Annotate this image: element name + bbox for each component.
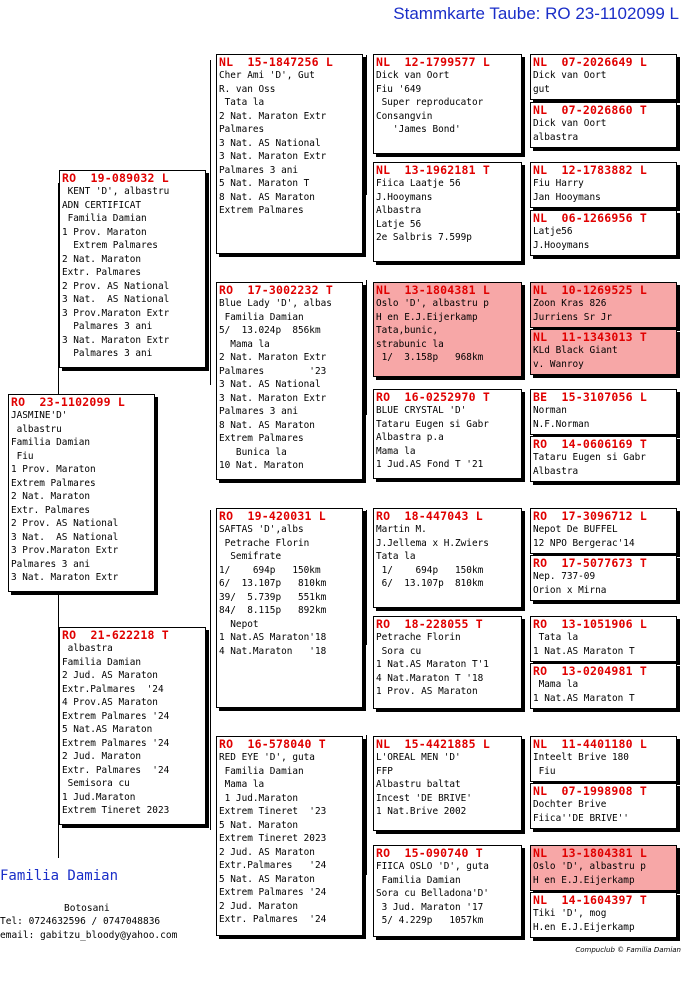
pedigree-line: 2 Nat. Maraton	[62, 253, 142, 265]
pedigree-line: 2 Nat. Maraton Extr	[219, 352, 327, 363]
ring-number: NL 13-1962181 T	[376, 163, 490, 177]
pedigree-card-g5-6[interactable]	[530, 329, 677, 375]
pedigree-line: Fiica''DE BRIVE''	[533, 812, 629, 824]
pedigree-line: 1 Nat.AS Maraton T	[533, 692, 635, 704]
pedigree-line: Bunica la	[219, 446, 287, 458]
pedigree-card-g5-9[interactable]	[530, 508, 677, 554]
pedigree-line: Cher Ami 'D', Gut	[219, 70, 315, 81]
ring-number: RO 16-578040 T	[219, 737, 326, 751]
breeder-email: email: gabitzu_bloody@yahoo.com	[0, 930, 178, 941]
pedigree-line: FIICA OSLO 'D', guta	[376, 861, 489, 872]
ring-number: NL 15-1847256 L	[219, 55, 333, 69]
pedigree-card-g5-15[interactable]	[530, 845, 677, 891]
pedigree-line: Tata la	[376, 551, 416, 562]
pedigree-card-g5-14[interactable]	[530, 783, 677, 829]
ring-number: NL 06-1266956 T	[533, 211, 647, 225]
pedigree-line: Fiica Laatje 56	[376, 178, 461, 189]
pedigree-line: Jan Hooymans	[533, 191, 601, 203]
pedigree-line: Fiu Harry	[533, 178, 584, 189]
ring-number: NL 07-1998908 T	[533, 784, 647, 798]
ring-number: NL 15-4421885 L	[376, 737, 490, 751]
pedigree-line: 2 Jud. AS Maraton	[62, 670, 158, 681]
pedigree-line: Mama la	[533, 679, 579, 690]
pedigree-card-sds[interactable]	[373, 282, 522, 377]
pedigree-line: J.Jellema x H.Zwiers	[376, 537, 489, 549]
pedigree-line: Familia Damian	[376, 874, 461, 886]
pedigree-line: Palmares 3 ani	[62, 348, 153, 359]
pedigree-line: Fiu	[11, 450, 34, 462]
pedigree-line: 8 Nat. AS Maraton	[219, 419, 315, 431]
pedigree-line: Dick van Oort	[376, 70, 450, 81]
pedigree-line: Extrem Tineret 2023	[219, 833, 327, 844]
pedigree-line: 3 Jud. Maraton '17	[376, 901, 484, 913]
pedigree-line: Albastru baltat	[376, 779, 461, 790]
pedigree-card-g5-1[interactable]	[530, 54, 677, 100]
pedigree-line: 10 Nat. Maraton	[219, 460, 304, 471]
ring-number: RO 19-089032 L	[62, 171, 169, 185]
pedigree-line: SAFTAS 'D',albs	[219, 524, 304, 535]
pedigree-line: albastra	[62, 643, 113, 654]
ring-number: RO 21-622218 T	[62, 628, 169, 642]
pedigree-line: 1 Jud.Maraton	[62, 791, 136, 803]
pedigree-line: Tiki 'D', mog	[533, 908, 607, 919]
pedigree-line: 2 Jud. Maraton	[219, 900, 299, 912]
connector-line	[366, 55, 367, 195]
pedigree-card-dds[interactable]	[373, 736, 522, 831]
pedigree-line: 6/ 13.107p 810km	[376, 578, 484, 589]
pedigree-card-g5-5[interactable]	[530, 282, 677, 328]
pedigree-line: 5 Nat. Maraton	[219, 819, 299, 831]
pedigree-line: Super reproducator	[376, 97, 484, 108]
pedigree-line: 2 Jud. Maraton	[62, 751, 142, 762]
pedigree-line: Semifrate	[219, 551, 282, 562]
pedigree-line: Extrem Palmares	[219, 205, 304, 216]
pedigree-line: Dick van Oort	[533, 118, 607, 129]
pedigree-line: Extrem Palmares	[11, 477, 96, 489]
pedigree-line: Extr. Palmares	[11, 504, 91, 516]
pedigree-card-sire-dam[interactable]	[216, 282, 363, 480]
pedigree-line: 5 Nat.AS Maraton	[62, 724, 153, 735]
pedigree-line: Palmares 3 ani	[62, 321, 153, 332]
pedigree-line: Mama la	[376, 445, 416, 457]
page-title: Stammkarte Taube: RO 23-1102099 L	[393, 4, 679, 23]
pedigree-line: Fiu	[533, 765, 556, 777]
ring-number: RO 13-0204981 T	[533, 664, 647, 678]
pedigree-line: Orion x Mirna	[533, 584, 607, 596]
pedigree-line: Sora cu Belladona'D'	[376, 888, 489, 899]
pedigree-line: Palmares 3 ani	[11, 558, 91, 570]
pedigree-line: Latje 56	[376, 218, 422, 230]
pedigree-line: 3 Nat. Maraton Extr	[219, 151, 327, 162]
pedigree-line: 1/ 694p 150km	[219, 564, 321, 576]
pedigree-line: albastru	[11, 423, 62, 435]
pedigree-line: 2 Nat. Maraton	[11, 491, 91, 502]
ring-number: RO 18-447043 L	[376, 509, 483, 523]
ring-number: NL 13-1804381 L	[376, 283, 490, 297]
pedigree-line: 1 Jud.Maraton	[219, 792, 299, 804]
ring-number: RO 16-0252970 T	[376, 390, 490, 404]
pedigree-line: Mama la	[219, 338, 270, 350]
pedigree-card-sdd[interactable]	[373, 389, 522, 479]
ring-number: RO 23-1102099 L	[11, 395, 125, 409]
pedigree-line: 3 Nat. Maraton Extr	[219, 392, 327, 404]
pedigree-line: 39/ 5.739p 551km	[219, 591, 327, 603]
pedigree-line: Albastra	[376, 205, 422, 216]
pedigree-line: R. van Oss	[219, 83, 276, 95]
pedigree-line: J.Hooymans	[376, 191, 433, 203]
pedigree-card-g5-16[interactable]	[530, 892, 677, 938]
pedigree-line: 2 Jud. AS Maraton	[219, 846, 315, 858]
pedigree-card-g5-3[interactable]	[530, 162, 677, 208]
pedigree-line: Tataru Eugen si Gabr	[376, 418, 489, 430]
ring-number: NL 12-1799577 L	[376, 55, 490, 69]
ring-number: RO 13-1051906 L	[533, 617, 647, 631]
pedigree-line: Palmares 3 ani	[219, 164, 299, 176]
pedigree-card-dsd[interactable]	[373, 616, 522, 709]
pedigree-line: albastra	[533, 131, 579, 143]
breeder-phone: Tel: 0724632596 / 0747048836	[0, 916, 161, 927]
pedigree-line: 1 Prov. AS Maraton	[376, 686, 478, 697]
pedigree-line: Palmares	[219, 124, 265, 135]
pedigree-line: L'OREAL MEN 'D'	[376, 752, 461, 763]
connector-line	[366, 280, 367, 415]
pedigree-line: Familia Damian	[62, 656, 142, 668]
ring-number: NL 13-1804381 L	[533, 846, 647, 860]
pedigree-line: 1 Nat.Brive 2002	[376, 806, 467, 817]
ring-number: BE 15-3107056 L	[533, 390, 647, 404]
pedigree-line: 84/ 8.115p 892km	[219, 605, 327, 616]
pedigree-line: 4 Nat.Maraton '18	[219, 645, 327, 657]
pedigree-line: Semisora cu	[62, 778, 130, 789]
connector-line	[366, 735, 367, 875]
pedigree-line: Extrem Palmares	[219, 433, 304, 444]
pedigree-card-g5-8[interactable]	[530, 436, 677, 482]
pedigree-line: Petrache Florin	[219, 537, 310, 549]
pedigree-line: 3 Nat. AS National	[219, 379, 321, 390]
pedigree-line: Nepot	[219, 618, 259, 630]
pedigree-line: 3 Nat. Maraton Extr	[62, 334, 170, 346]
pedigree-card-dss[interactable]	[373, 508, 522, 608]
pedigree-line: Extrem Palmares '24	[219, 887, 327, 898]
pedigree-line: Inteelt Brive 180	[533, 752, 629, 763]
pedigree-line: KLd Black Giant	[533, 345, 618, 356]
pedigree-line: JASMINE'D'	[11, 410, 68, 421]
ring-number: RO 19-420031 L	[219, 509, 326, 523]
pedigree-line: 3 Prov.Maraton Extr	[11, 545, 119, 556]
pedigree-line: 2 Prov. AS National	[11, 518, 119, 529]
pedigree-line: Extr. Palmares	[62, 267, 142, 278]
breeder-name: Familia Damian	[0, 868, 119, 884]
pedigree-line: Familia Damian	[219, 311, 304, 323]
pedigree-card-ssd[interactable]	[373, 162, 522, 262]
pedigree-line: strabunic la	[376, 338, 444, 350]
ring-number: RO 14-0606169 T	[533, 437, 647, 451]
pedigree-line: RED EYE 'D', guta	[219, 752, 315, 763]
pedigree-line: Tata la	[533, 632, 579, 643]
pedigree-line: N.F.Norman	[533, 418, 590, 430]
pedigree-line: 3 Nat. AS National	[219, 137, 321, 149]
ring-number: RO 17-3002232 T	[219, 283, 333, 297]
pedigree-line: Albastra	[533, 465, 579, 477]
breeder-city: Botosani	[64, 903, 110, 914]
pedigree-line: Palmares 3 ani	[219, 406, 299, 417]
pedigree-line: Zoon Kras 826	[533, 298, 607, 309]
pedigree-line: KENT 'D', albastru	[62, 186, 170, 197]
pedigree-line: Martin M.	[376, 524, 427, 535]
pedigree-line: Extr.Palmares '24	[62, 683, 164, 695]
pedigree-line: 1 Jud.AS Fond T '21	[376, 459, 484, 470]
pedigree-line: Tataru Eugen si Gabr	[533, 452, 646, 463]
pedigree-line: Mama la	[219, 779, 265, 790]
pedigree-line: 5/ 13.024p 856km	[219, 325, 321, 336]
pedigree-line: 8 Nat. AS Maraton	[219, 191, 315, 203]
pedigree-line: 2 Nat. Maraton Extr	[219, 110, 327, 122]
pedigree-line: 1/ 694p 150km	[376, 564, 484, 576]
ring-number: RO 15-090740 T	[376, 846, 483, 860]
pedigree-line: Extrem Tineret '23	[219, 806, 327, 817]
pedigree-line: gut	[533, 83, 550, 95]
pedigree-line: 5 Nat. AS Maraton	[219, 873, 315, 885]
pedigree-line: Extr. Palmares '24	[62, 764, 170, 776]
pedigree-line: Familia Damian	[62, 213, 147, 224]
pedigree-line: ADN CERTIFICAT	[62, 199, 142, 211]
pedigree-line: Oslo 'D', albastru p	[376, 298, 489, 309]
pedigree-line: Blue Lady 'D', albas	[219, 298, 332, 309]
pedigree-line: H en E.J.Eijerkamp	[533, 874, 635, 886]
pedigree-line: 2e Salbris 7.599p	[376, 232, 472, 243]
pedigree-line: 1/ 3.158p 968km	[376, 352, 484, 363]
ring-number: RO 18-228055 T	[376, 617, 483, 631]
pedigree-card-g5-13[interactable]	[530, 736, 677, 782]
pedigree-card-g5-11[interactable]	[530, 616, 677, 662]
pedigree-line: Nep. 737-09	[533, 571, 596, 582]
pedigree-line: Tata,bunic,	[376, 325, 439, 336]
pedigree-line: Norman	[533, 405, 567, 416]
pedigree-line: 1 Nat.AS Maraton'18	[219, 632, 327, 643]
pedigree-line: Extr. Palmares '24	[219, 914, 327, 925]
pedigree-card-subject[interactable]	[8, 394, 155, 592]
pedigree-line: 1 Prov. Maraton	[11, 464, 96, 475]
pedigree-line: Consangvin	[376, 110, 433, 122]
pedigree-line: 1 Prov. Maraton	[62, 226, 147, 238]
pedigree-line: Palmares '23	[219, 365, 327, 377]
pedigree-line: 2 Prov. AS National	[62, 280, 170, 292]
pedigree-line: Fiu '649	[376, 83, 422, 95]
pedigree-line: 4 Prov.AS Maraton	[62, 697, 158, 708]
pedigree-line: Oslo 'D', albastru p	[533, 861, 646, 872]
pedigree-line: 5/ 4.229p 1057km	[376, 915, 484, 926]
ring-number: NL 07-2026860 T	[533, 103, 647, 117]
pedigree-line: J.Hooymans	[533, 239, 590, 251]
pedigree-card-g5-12[interactable]	[530, 663, 677, 709]
pedigree-line: 'James Bond'	[376, 124, 461, 135]
pedigree-line: 1 Nat.AS Maraton T'1	[376, 659, 489, 670]
pedigree-card-sire[interactable]	[59, 170, 206, 368]
ring-number: NL 11-4401180 L	[533, 737, 647, 751]
pedigree-line: Extrem Palmares '24	[62, 710, 170, 722]
pedigree-card-sire-sire[interactable]	[216, 54, 363, 254]
pedigree-card-dam-dam[interactable]	[216, 736, 363, 936]
pedigree-line: Jurriens Sr Jr	[533, 311, 613, 323]
pedigree-line: H en E.J.Eijerkamp	[376, 311, 478, 323]
pedigree-line: 4 Nat.Maraton T '18	[376, 672, 484, 684]
pedigree-line: FFP	[376, 765, 393, 777]
ring-number: NL 10-1269525 L	[533, 283, 647, 297]
pedigree-line: Familia Damian	[219, 765, 304, 777]
pedigree-line: Extrem Palmares '24	[62, 737, 170, 749]
pedigree-line: Extr.Palmares '24	[219, 860, 327, 871]
pedigree-card-g5-2[interactable]	[530, 102, 677, 148]
pedigree-line: Extrem Tineret 2023	[62, 805, 170, 816]
connector-line	[366, 510, 367, 645]
connector-line	[210, 510, 211, 830]
pedigree-line: Latje56	[533, 226, 573, 237]
pedigree-card-g5-7[interactable]	[530, 389, 677, 435]
pedigree-line: 3 Prov.Maraton Extr	[62, 307, 170, 319]
ring-number: NL 12-1783882 L	[533, 163, 647, 177]
pedigree-line: Petrache Florin	[376, 632, 461, 643]
pedigree-line: 3 Nat. AS National	[11, 531, 119, 543]
pedigree-card-dam[interactable]	[59, 627, 206, 825]
pedigree-line: Dick van Oort	[533, 70, 607, 81]
ring-number: NL 07-2026649 L	[533, 55, 647, 69]
pedigree-line: Dochter Brive	[533, 799, 607, 810]
pedigree-line: 3 Nat. AS National	[62, 294, 170, 305]
pedigree-card-dam-sire[interactable]	[216, 508, 363, 708]
pedigree-line: Tata la	[219, 97, 265, 108]
ring-number: NL 11-1343013 T	[533, 330, 647, 344]
pedigree-line: BLUE CRYSTAL 'D'	[376, 405, 467, 416]
pedigree-line: 6/ 13.107p 810km	[219, 578, 327, 589]
software-credit: Compuclub © Familia Damian	[575, 946, 681, 954]
pedigree-line: Nepot De BUFFEL	[533, 524, 618, 535]
pedigree-line: 1 Nat.AS Maraton T	[533, 645, 635, 657]
pedigree-card-g5-4[interactable]	[530, 210, 677, 256]
pedigree-card-g5-10[interactable]	[530, 555, 677, 601]
pedigree-line: H.en E.J.Eijerkamp	[533, 921, 635, 933]
pedigree-line: Sora cu	[376, 645, 422, 657]
pedigree-line: 12 NPO Bergerac'14	[533, 537, 635, 549]
ring-number: RO 17-5077673 T	[533, 556, 647, 570]
pedigree-line: Extrem Palmares	[62, 240, 158, 251]
pedigree-line: Albastra p.a	[376, 432, 444, 443]
ring-number: RO 17-3096712 L	[533, 509, 647, 523]
pedigree-card-ddd[interactable]	[373, 845, 522, 937]
ring-number: NL 14-1604397 T	[533, 893, 647, 907]
connector-line	[210, 60, 211, 385]
pedigree-line: v. Wanroy	[533, 358, 584, 370]
pedigree-line: Incest 'DE BRIVE'	[376, 792, 472, 804]
pedigree-line: Familia Damian	[11, 437, 91, 448]
pedigree-line: 3 Nat. Maraton Extr	[11, 572, 119, 583]
pedigree-line: 5 Nat. Maraton T	[219, 178, 310, 189]
pedigree-card-sss[interactable]	[373, 54, 522, 154]
